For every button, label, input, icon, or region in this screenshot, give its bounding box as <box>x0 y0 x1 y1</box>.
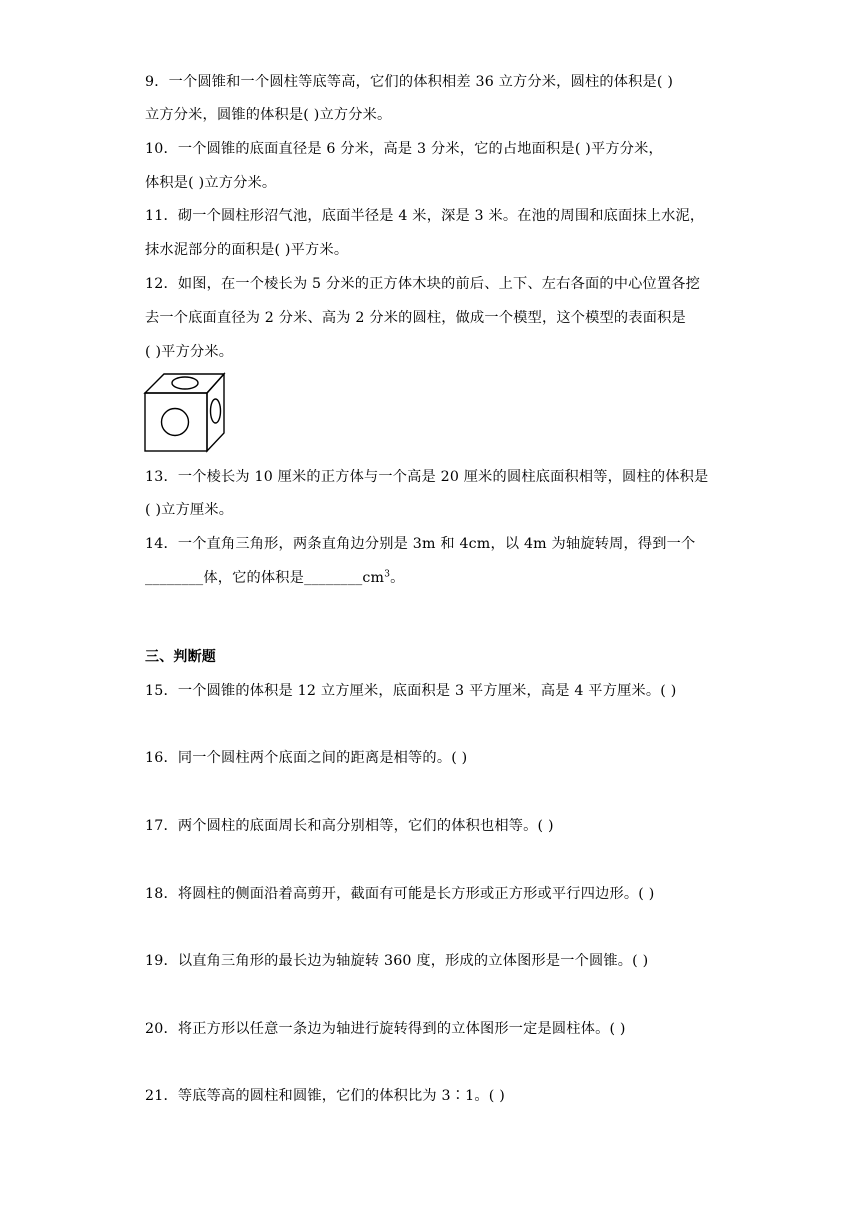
q12-line1: 12．如图，在一个棱长为 5 分米的正方体木块的前后、上下、左右各面的中心位置各挖 <box>145 276 701 292</box>
q11-line2: 抹水泥部分的面积是( )平方米。 <box>145 242 349 258</box>
q17-item: 17．两个圆柱的底面周长和高分别相等，它们的体积也相等。( ) <box>145 818 554 834</box>
section-heading-true-false: 三、判断题 <box>145 649 216 665</box>
q12-line2: 去一个底面直径为 2 分米、高为 2 分米的圆柱，做成一个模型，这个模型的表面积是 <box>145 310 686 326</box>
q12-line3: ( )平方分米。 <box>145 344 234 360</box>
q15-item: 15．一个圆锥的体积是 12 立方厘米，底面积是 3 平方厘米，高是 4 平方厘米。( ) <box>145 683 677 699</box>
cube-with-holes-figure <box>142 371 226 453</box>
q10-line2: 体积是( )立方分米。 <box>145 175 277 191</box>
q20-item: 20．将正方形以任意一条边为轴进行旋转得到的立体图形一定是圆柱体。( ) <box>145 1021 626 1037</box>
q11-line1: 11．砌一个圆柱形沼气池，底面半径是 4 米，深是 3 米。在池的周围和底面抹上水泥， <box>145 208 705 224</box>
q21-item: 21．等底等高的圆柱和圆锥，它们的体积比为 3∶1。( ) <box>145 1088 505 1104</box>
q14-line2-text: ________体，它的体积是________cm <box>145 570 385 586</box>
cubic-superscript: 3 <box>384 569 391 580</box>
q14-line1: 14．一个直角三角形，两条直角边分别是 3m 和 4cm，以 4m 为轴旋转周，得到一个 <box>145 536 696 552</box>
q10-line1: 10．一个圆锥的底面直径是 6 分米，高是 3 分米，它的占地面积是( )平方分米， <box>145 141 663 157</box>
q19-item: 19．以直角三角形的最长边为轴旋转 360 度，形成的立体图形是一个圆锥。( ) <box>145 953 649 969</box>
q14-line2 <box>145 568 405 588</box>
q14-line2-end: 。 <box>390 570 405 586</box>
q18-item: 18．将圆柱的侧面沿着高剪开，截面有可能是长方形或正方形或平行四边形。( ) <box>145 886 655 902</box>
q9-line2: 立方分米，圆锥的体积是( )立方分米。 <box>145 107 392 123</box>
q9-line1: 9．一个圆锥和一个圆柱等底等高，它们的体积相差 36 立方分米，圆柱的体积是( ) <box>145 74 674 90</box>
q13-line1: 13．一个棱长为 10 厘米的正方体与一个高是 20 厘米的圆柱底面积相等，圆柱的体积是 <box>145 469 709 485</box>
q13-line2: ( )立方厘米。 <box>145 502 234 518</box>
q16-item: 16．同一个圆柱两个底面之间的距离是相等的。( ) <box>145 750 468 766</box>
